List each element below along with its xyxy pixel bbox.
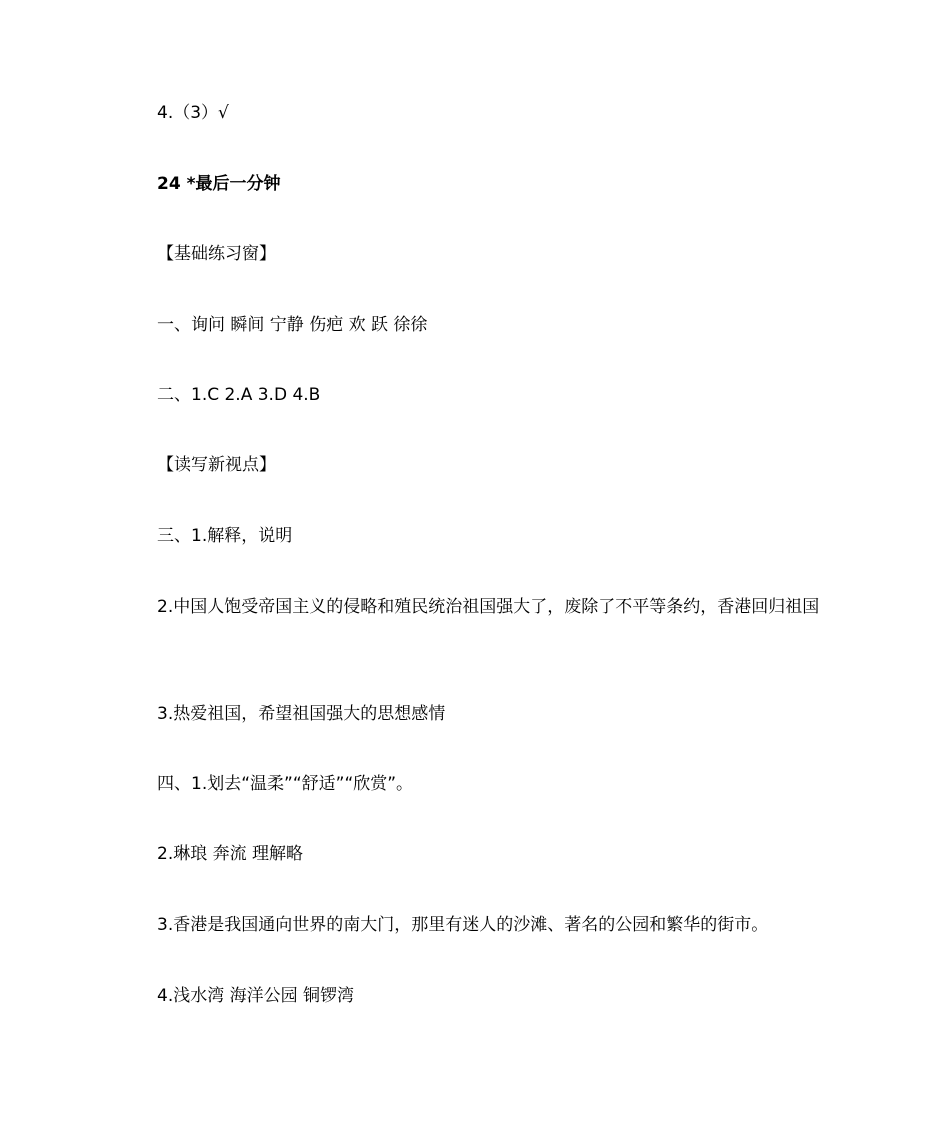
answer-part-two: 二、1.C 2.A 3.D 4.B [157,385,321,405]
answer-part-three-1: 三、1.解释，说明 [157,526,293,546]
answer-part-one: 一、询问 瞬间 宁静 伤疤 欢 跃 徐徐 [157,315,428,335]
section-heading-basic-practice: 【基础练习窗】 [157,244,276,264]
answer-part-three-3: 3.热爱祖国，希望祖国强大的思想感情 [157,704,446,724]
lesson-title: 24 *最后一分钟 [157,174,281,194]
answer-part-three-2: 2.中国人饱受帝国主义的侵略和殖民统治祖国强大了，废除了不平等条约，香港回归祖国 [157,597,820,617]
answer-part-four-2: 2.琳琅 奔流 理解略 [157,844,304,864]
answer-line-4-3: 4.（3）√ [157,103,229,123]
answer-part-four-1: 四、1.划去“温柔”“舒适”“欣赏”。 [157,774,414,794]
section-heading-reading-writing: 【读写新视点】 [157,455,276,475]
answer-part-four-4: 4.浅水湾 海洋公园 铜锣湾 [157,986,355,1006]
answer-part-four-3: 3.香港是我国通向世界的南大门，那里有迷人的沙滩、著名的公园和繁华的街市。 [157,915,769,935]
